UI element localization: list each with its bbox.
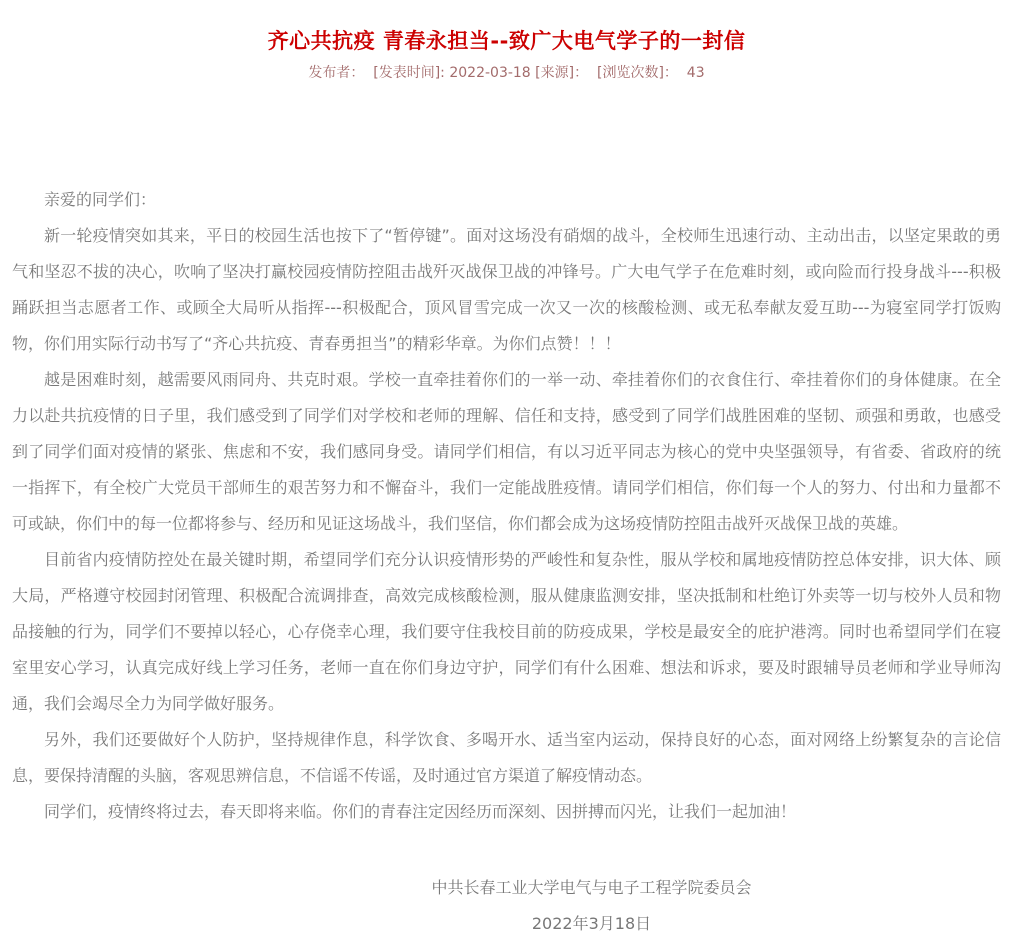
article-body	[0, 182, 1013, 830]
paragraph: 越是困难时刻，越需要风雨同舟、共克时艰。学校一直牵挂着你们的一举一动、牵挂着你们的衣食住行、牵挂着你们的身体健康。在全力以赴共抗疫情的日子里，我们感受到了同学们对学校和老师的理解、信任和支持，感受到了同学们战胜困难的坚韧、顽强和勇敢，也感受到了同学们面对疫情的紧张、焦虑和不安，我们感同身受。请同学们相信，有以习近平同志为核心的党中央坚强领导，有省委、省政府的统一指挥下，有全校广大党员干部师生的艰苦努力和不懈奋斗，我们一定能战胜疫情。请同学们相信，你们每一个人的努力、付出和力量都不可或缺，你们中的每一位都将参与、经历和见证这场战斗，我们坚信，你们都会成为这场疫情防控阻击战歼灭战保卫战的英雄。	[12, 370, 1001, 533]
paragraph-salutation: 亲爱的同学们：	[44, 190, 157, 209]
article-meta-line: 发布者： [发表时间]: 2022-03-18 [来源]： [浏览次数]： 43	[308, 65, 705, 81]
paragraph: 目前省内疫情防控处在最关键时期，希望同学们充分认识疫情形势的严峻性和复杂性，服从学校和属地疫情防控总体安排，识大体、顾大局，严格遵守校园封闭管理、积极配合流调排查，高效完成核酸检测，服从健康监测安排，坚决抵制和杜绝订外卖等一切与校外人员和物品接触的行为，同学们不要掉以轻心，心存侥幸心理，我们要守住我校目前的防疫成果，学校是最安全的庇护港湾。同时也希望同学们在寝室里安心学习，认真完成好线上学习任务，老师一直在你们身边守护，同学们有什么困难、想法和诉求，要及时跟辅导员老师和学业导师沟通，我们会竭尽全力为同学做好服务。	[12, 550, 1001, 713]
article-footer	[0, 870, 1013, 942]
date-line: 2022年3月18日	[531, 914, 652, 933]
signature-line: 中共长春工业大学电气与电子工程学院委员会	[431, 878, 752, 897]
page-title: 齐心共抗疫 青春永担当--致广大电气学子的一封信	[267, 29, 746, 53]
paragraph: 另外，我们还要做好个人防护，坚持规律作息，科学饮食、多喝开水、适当室内运动，保持良好的心态，面对网络上纷繁复杂的言论信息，要保持清醒的头脑，客观思辨信息，不信谣不传谣，及时通过官方渠道了解疫情动态。	[12, 730, 1001, 785]
paragraph: 新一轮疫情突如其来，平日的校园生活也按下了“暂停键”。面对这场没有硝烟的战斗，全校师生迅速行动、主动出击，以坚定果敢的勇气和坚忍不拔的决心，吹响了坚决打赢校园疫情防控阻击战歼灭战保卫战的冲锋号。广大电气学子在危难时刻，或向险而行投身战斗---积极踊跃担当志愿者工作、或顾全大局听从指挥---积极配合，顶风冒雪完成一次又一次的核酸检测、或无私奉献友爱互助---为寝室同学打饭购物，你们用实际行动书写了“齐心共抗疫、青春勇担当”的精彩华章。为你们点赞！！！	[12, 226, 1001, 353]
paragraph: 同学们，疫情终将过去，春天即将来临。你们的青春注定因经历而深刻、因拼搏而闪光，让我们一起加油！	[44, 802, 797, 821]
